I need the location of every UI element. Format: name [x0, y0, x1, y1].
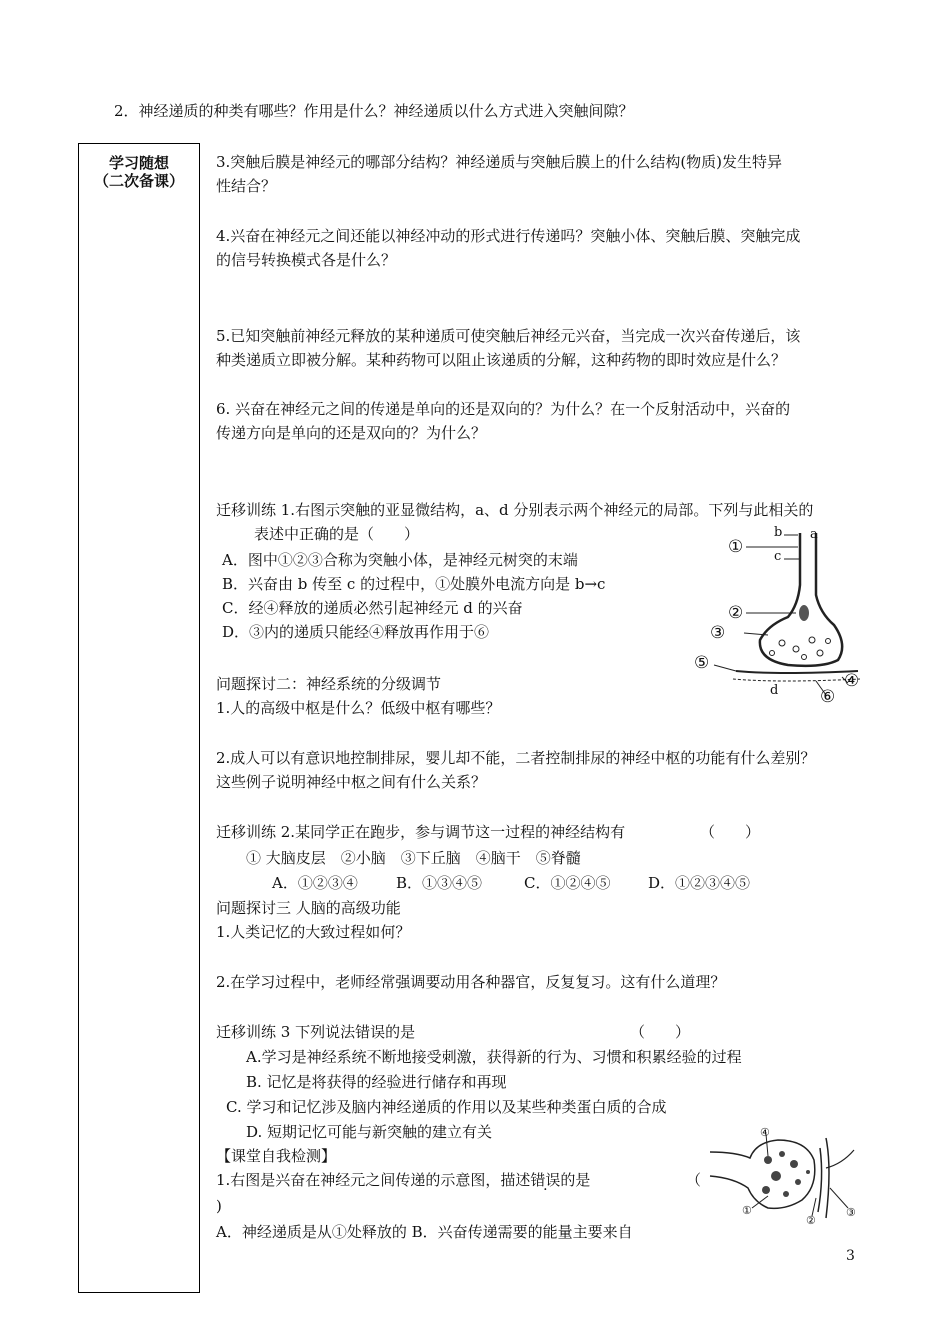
- question-5-line2: 种类递质立即被分解。某种药物可以阻止该递质的分解，这种药物的即时效应是什么？: [216, 351, 787, 369]
- self-test-heading: 【课堂自我检测】: [216, 1147, 337, 1165]
- question-4-line2: 的信号转换模式各是什么？: [216, 251, 397, 269]
- question-5-line1: 5.已知突触前神经元释放的某种递质可使突触后神经元兴奋，当完成一次兴奋传递后，该: [216, 327, 801, 345]
- practice-1-stem-line2: 表述中正确的是（ ）: [254, 525, 420, 543]
- top-question: 2．神经递质的种类有哪些？作用是什么？神经递质以什么方式进入突触间隙？: [114, 102, 634, 120]
- question-6-line2: 传递方向是单向的还是双向的？为什么？: [216, 424, 487, 442]
- practice-1-option-c: C．经④释放的递质必然引起神经元 d 的兴奋: [222, 599, 523, 617]
- topic-3-question-2: 2.在学习过程中，老师经常强调要动用各种器官，反复复习。这有什么道理？: [216, 973, 726, 991]
- practice-1-option-d: D．③内的递质只能经④释放再作用于⑥: [222, 623, 490, 641]
- figure1-label-6: ⑥: [820, 687, 836, 707]
- figure1-label-1: ①: [728, 537, 744, 557]
- question-4-line1: 4.兴奋在神经元之间还能以神经冲动的形式进行传递吗？突触小体、突触后膜、突触完成: [216, 227, 801, 245]
- figure1-label-3: ③: [710, 623, 726, 643]
- topic-2-question-2-line1: 2.成人可以有意识地控制排尿，婴儿却不能，二者控制排尿的神经中枢的功能有什么差别？: [216, 749, 816, 767]
- figure1-label-4: ④: [844, 671, 860, 691]
- figure1-label-a: a: [810, 527, 818, 542]
- figure2-label-4: ④: [760, 1126, 770, 1139]
- self-test-question-1: [216, 1170, 590, 1190]
- practice-3-stem: 迁移训练 3 下列说法错误的是: [216, 1023, 416, 1041]
- topic-3-heading: 问题探讨三 人脑的高级功能: [216, 899, 401, 917]
- practice-2-option-a: A．①②③④: [272, 874, 358, 892]
- synapse-figure-small: [706, 1126, 858, 1227]
- topic-2-question-1: 1.人的高级中枢是什么？低级中枢有哪些？: [216, 699, 501, 717]
- practice-1-option-b: B．兴奋由 b 传至 c 的过程中，①处膜外电流方向是 b→c: [222, 575, 606, 593]
- figure2-label-3: ③: [846, 1206, 856, 1219]
- practice-3-option-d: D. 短期记忆可能与新突触的建立有关: [246, 1123, 493, 1141]
- practice-2-stem: 迁移训练 2.某同学正在跑步，参与调节这一过程的神经结构有: [216, 823, 626, 841]
- practice-3-option-c: C. 学习和记忆涉及脑内神经递质的作用以及某些种类蛋白质的合成: [226, 1098, 667, 1116]
- sidebar-subtitle: （二次备课）: [93, 172, 184, 190]
- self-test-q1-text: 1.右图是兴奋在神经元之间传递的示意图，描述: [216, 1171, 531, 1189]
- figure1-label-d: d: [770, 683, 779, 698]
- self-test-paren-close: ): [216, 1197, 222, 1215]
- figure1-label-c: c: [774, 549, 782, 564]
- practice-2-option-d: D．①②③④⑤: [648, 874, 751, 892]
- synapse-diagram-small: [706, 1128, 858, 1224]
- topic-2-question-2-line2: 这些例子说明神经中枢之间有什么关系？: [216, 773, 487, 791]
- question-6-line1: 6. 兴奋在神经元之间的传递是单向的还是双向的？为什么？在一个反射活动中，兴奋的: [216, 400, 791, 418]
- figure1-label-2: ②: [728, 603, 744, 623]
- practice-2-items: ① 大脑皮层 ②小脑 ③下丘脑 ④脑干 ⑤脊髓: [246, 849, 581, 867]
- practice-3-option-a: A.学习是神经系统不断地接受刺激，获得新的行为、习惯和积累经验的过程: [246, 1048, 742, 1066]
- self-test-q1-emphasis: 错误: [530, 1171, 561, 1189]
- practice-3-option-b: B. 记忆是将获得的经验进行储存和再现: [246, 1073, 507, 1091]
- figure1-label-5: ⑤: [694, 653, 710, 673]
- practice-3-paren: （ ）: [630, 1023, 691, 1041]
- question-3-line1: 3.突触后膜是神经元的哪部分结构？神经递质与突触后膜上的什么结构(物质)发生特异: [216, 153, 783, 171]
- practice-2-option-b: B．①③④⑤: [396, 874, 483, 892]
- question-3-line2: 性结合？: [216, 177, 277, 195]
- topic-2-heading: 问题探讨二：神经系统的分级调节: [216, 675, 442, 693]
- page-number: 3: [846, 1248, 855, 1264]
- practice-2-option-c: C．①②④⑤: [524, 874, 611, 892]
- synapse-figure: [688, 525, 863, 709]
- topic-3-question-1: 1.人类记忆的大致过程如何？: [216, 923, 411, 941]
- sidebar-box: [78, 143, 200, 1293]
- figure2-label-1: ①: [742, 1204, 752, 1217]
- self-test-q1-text-end: 的是: [560, 1171, 591, 1189]
- practice-1-option-a: A．图中①②③合称为突触小体，是神经元树突的末端: [222, 551, 578, 569]
- sidebar-title: 学习随想: [108, 154, 169, 172]
- self-test-paren-open: （: [686, 1171, 702, 1189]
- practice-1-stem: 迁移训练 1.右图示突触的亚显微结构，a、d 分别表示两个神经元的局部。下列与此相关的: [216, 501, 814, 519]
- practice-2-paren: （ ）: [700, 823, 761, 841]
- figure2-label-2: ②: [806, 1214, 816, 1227]
- figure1-label-b: b: [774, 525, 783, 540]
- self-test-option-line: A．神经递质是从①处释放的 B．兴奋传递需要的能量主要来自: [216, 1223, 633, 1241]
